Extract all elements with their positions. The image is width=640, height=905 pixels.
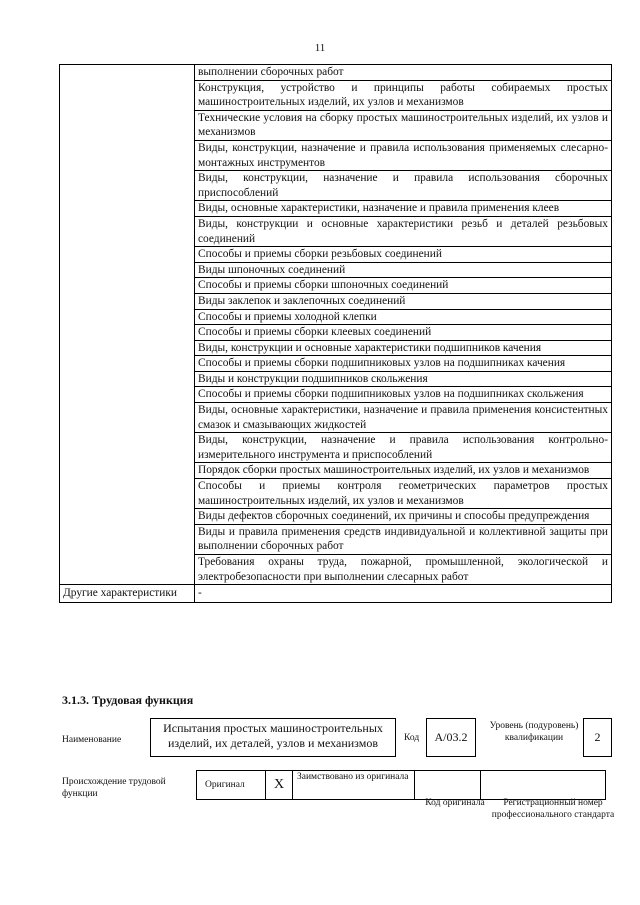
knowledge-item: Способы и приемы контроля геометрических параметров простых машиностроительных изделий, их узлов и механизмов bbox=[195, 479, 612, 509]
level-value-box: 2 bbox=[583, 718, 612, 757]
table-left-empty-cell bbox=[60, 65, 195, 585]
knowledge-item: Виды, основные характеристики, назначение и правила применения консистентных смазок и смазывающих жидкостей bbox=[195, 403, 612, 433]
knowledge-item: Конструкция, устройство и принципы работы собираемых простых машиностроительных изделий, их узлов и механизмов bbox=[195, 80, 612, 110]
knowledge-item: Требования охраны труда, пожарной, промышленной, экологической и электробезопасности при выполнении слесарных работ bbox=[195, 555, 612, 585]
knowledge-item: выполнении сборочных работ bbox=[195, 65, 612, 81]
table-row bbox=[60, 585, 612, 603]
knowledge-item: Виды, конструкции и основные характеристики резьб и деталей резьбовых соединений bbox=[195, 216, 612, 246]
knowledge-item: Способы и приемы сборки шпоночных соединений bbox=[195, 278, 612, 294]
knowledge-item: Виды и правила применения средств индивидуальной и коллективной защиты при выполнении сборочных работ bbox=[195, 524, 612, 554]
original-mark: X bbox=[265, 770, 293, 800]
other-characteristics-label: Другие характеристики bbox=[60, 585, 195, 603]
knowledge-item: Порядок сборки простых машиностроительных изделий, их узлов и механизмов bbox=[195, 463, 612, 479]
origin-row bbox=[196, 770, 605, 800]
other-characteristics-value: - bbox=[195, 585, 612, 603]
knowledge-item: Способы и приемы сборки подшипниковых узлов на подшипниках скольжения bbox=[195, 387, 612, 403]
code-original-label: Код оригинала bbox=[425, 798, 485, 808]
code-label: Код bbox=[404, 733, 420, 743]
reg-number-empty-cell bbox=[480, 770, 606, 800]
knowledge-item: Виды, конструкции и основные характеристики подшипников качения bbox=[195, 340, 612, 356]
knowledge-item: Виды и конструкции подшипников скольжения bbox=[195, 371, 612, 387]
knowledge-item: Способы и приемы сборки резьбовых соединений bbox=[195, 247, 612, 263]
borrowed-label: Заимствовано из оригинала bbox=[292, 770, 415, 800]
name-value-box: Испытания простых машиностроительных изделий, их деталей, узлов и механизмов bbox=[150, 718, 396, 757]
page-number: 11 bbox=[314, 42, 326, 54]
knowledge-item: Способы и приемы сборки подшипниковых узлов на подшипниках качения bbox=[195, 356, 612, 372]
knowledge-item: Виды, конструкции, назначение и правила использования контрольно-измерительного инструмента и приспособлений bbox=[195, 433, 612, 463]
knowledge-item: Виды дефектов сборочных соединений, их причины и способы предупреждения bbox=[195, 509, 612, 525]
section-title: 3.1.3. Трудовая функция bbox=[62, 693, 194, 707]
level-label: Уровень (подуровень) квалификации bbox=[489, 721, 579, 743]
knowledge-item: Способы и приемы холодной клепки bbox=[195, 309, 612, 325]
name-label: Наименование bbox=[62, 735, 122, 745]
code-original-empty-cell bbox=[414, 770, 481, 800]
knowledge-item: Виды шпоночных соединений bbox=[195, 262, 612, 278]
knowledge-item: Способы и приемы сборки клеевых соединений bbox=[195, 325, 612, 341]
table-row bbox=[60, 65, 612, 81]
knowledge-item: Виды, основные характеристики, назначение и правила применения клеев bbox=[195, 201, 612, 217]
origin-label: Происхождение трудовой функции bbox=[62, 777, 166, 799]
knowledge-item: Виды заклепок и заклепочных соединений bbox=[195, 293, 612, 309]
knowledge-item: Виды, конструкции, назначение и правила использования применяемых слесарно-монтажных инструментов bbox=[195, 140, 612, 170]
original-label: Оригинал bbox=[196, 770, 266, 800]
knowledge-item: Виды, конструкции, назначение и правила использования сборочных приспособлений bbox=[195, 171, 612, 201]
knowledge-item: Технические условия на сборку простых машиностроительных изделий, их узлов и механизмов bbox=[195, 110, 612, 140]
knowledge-table bbox=[59, 64, 612, 603]
code-value-box: А/03.2 bbox=[426, 718, 476, 757]
reg-number-label: Регистрационный номер профессионального стандарта bbox=[491, 798, 615, 820]
